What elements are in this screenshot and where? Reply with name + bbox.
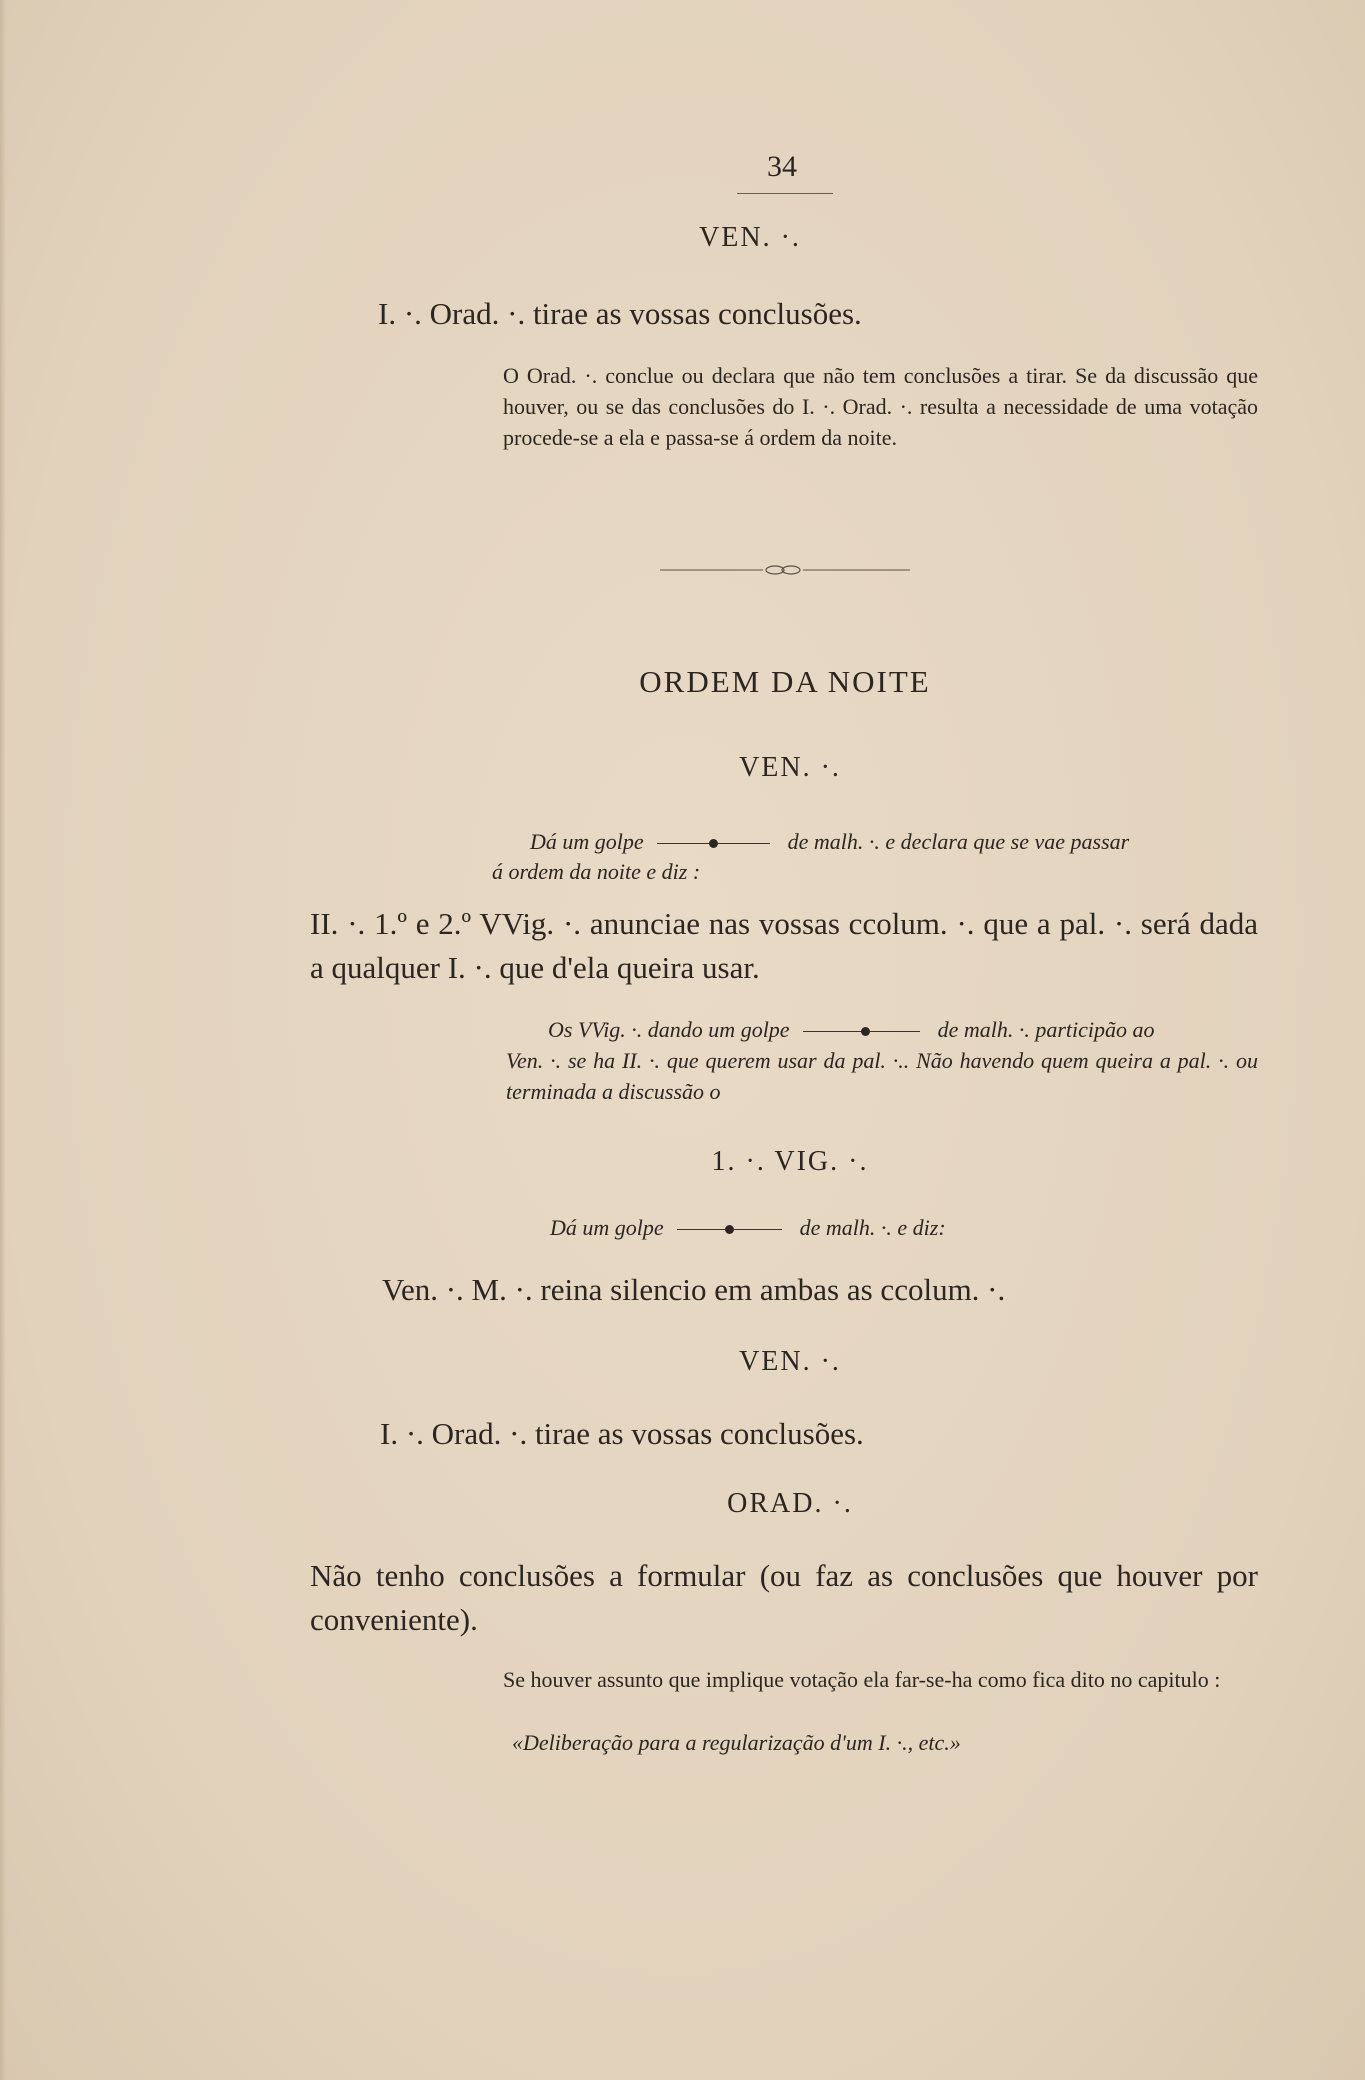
page-number: 34 bbox=[767, 150, 797, 183]
stage-direction-3-end: de malh. ·. e diz: bbox=[799, 1215, 946, 1240]
stage-direction-1-cont: á ordem da noite e diz : bbox=[492, 859, 701, 884]
stage-direction-2-cont: Ven. ·. se ha II. ·. que querem usar da pal. ·.. Não havendo quem queira a pal. ·. ou terminada a discussão o bbox=[506, 1048, 1258, 1104]
line-4: I. ·. Orad. ·. tirae as vossas conclusões. bbox=[380, 1416, 864, 1451]
page-edge-shadow bbox=[0, 0, 6, 2080]
stage-direction-3 bbox=[550, 1212, 1250, 1243]
speaker-ven-3: VEN. ·. bbox=[739, 1346, 841, 1377]
stage-direction-3-start: Dá um golpe bbox=[550, 1215, 664, 1240]
speaker-ven-2: VEN. ·. bbox=[739, 752, 841, 783]
stage-direction-1-start: Dá um golpe bbox=[530, 829, 644, 854]
page-number-rule bbox=[737, 193, 833, 194]
mallet-rule-left bbox=[657, 843, 711, 844]
paragraph-2-quote: «Deliberação para a regularização d'um I. ·., etc.» bbox=[512, 1730, 961, 1755]
line-2: II. ·. 1.º e 2.º VVig. ·. anunciae nas vossas ccolum. ·. que a pal. ·. será dada a qualquer I. ·. que d'ela queira usar. bbox=[310, 906, 1258, 985]
speaker-orad: ORAD. ·. bbox=[727, 1488, 853, 1519]
line-1: I. ·. Orad. ·. tirae as vossas conclusões. bbox=[378, 296, 862, 331]
paragraph-2: Se houver assunto que implique votação ela far-se-ha como fica dito no capitulo : bbox=[503, 1667, 1221, 1692]
mallet-rule-right bbox=[716, 843, 770, 844]
paragraph-1: O Orad. ·. conclue ou declara que não tem conclusões a tirar. Se da discussão que houver, ou se das conclusões do I. ·. Orad. ·. resulta a necessidade de uma votação procede-se a ela e passa-se á ordem da noite. bbox=[503, 363, 1258, 450]
stage-direction-1 bbox=[530, 826, 1270, 857]
mallet-rule-left bbox=[803, 1031, 863, 1032]
speaker-ven-1: VEN. ·. bbox=[699, 222, 801, 253]
mallet-rule-right bbox=[868, 1031, 920, 1032]
speaker-vig-1: 1. ·. VIG. ·. bbox=[711, 1146, 869, 1177]
ornament-divider bbox=[660, 562, 910, 578]
stage-direction-2 bbox=[548, 1014, 1268, 1045]
mallet-rule-right bbox=[732, 1229, 782, 1230]
stage-direction-1-end: de malh. ·. e declara que se vae passar bbox=[787, 829, 1130, 854]
mallet-rule-left bbox=[677, 1229, 727, 1230]
stage-direction-2-start: Os VVig. ·. dando um golpe bbox=[548, 1017, 790, 1042]
line-5: Não tenho conclusões a formular (ou faz as conclusões que houver por conveniente). bbox=[310, 1558, 1258, 1637]
line-3: Ven. ·. M. ·. reina silencio em ambas as ccolum. ·. bbox=[382, 1272, 1006, 1307]
section-heading: ORDEM DA NOITE bbox=[639, 664, 931, 699]
stage-direction-2-end: de malh. ·. participão ao bbox=[937, 1017, 1155, 1042]
